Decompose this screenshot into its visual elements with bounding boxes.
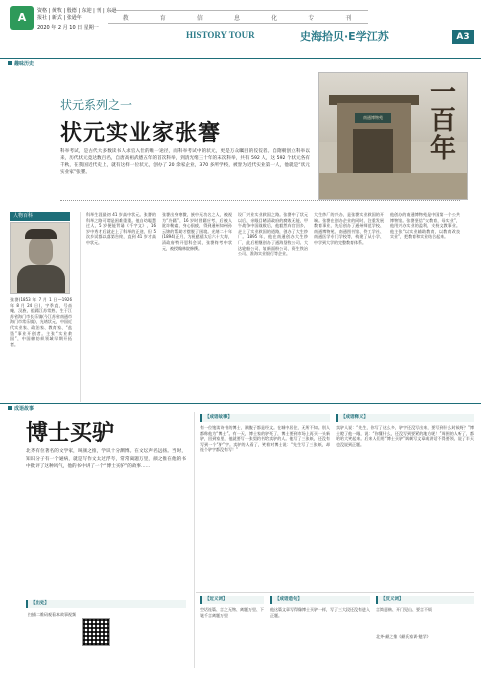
article-column: 科举生涯最初 41 岁高中状元。张謇的科举之路可谓是困难重重。他自幼聪慧过人，5 岁便能背诵《千字文》，16 岁中秀才后就走上了科举的正途，但 5 次乡试都以落第告终，直到 41 岁才高中状元。 [86,212,156,245]
column-motto: 教 育 信 息 化 专 刊 [108,10,368,24]
box-heading: 【反义词】 [376,596,474,604]
article-column: 张謇出身寒微，族中无功名之人，被视为“冷籍”，16 岁时冒籍应考，后被人讹诈勒索，身心俱疲，得到通州知州孙云锦的帮助才摆脱了困境。光绪二十年(1894)正月，为祝慈禧太后六十大寿，清政府特开恩科会试，张謇终考中状元，被授翰林院修撰。 [162,212,232,251]
idiom-story-box [200,414,330,595]
section-title-english: HISTORY TOUR [186,30,255,40]
box-text: 他这篇文章写得像博士买驴一样，写了三大段还没有进入正题。 [270,607,370,618]
box-divider [196,592,474,593]
column-rule [194,412,195,668]
portrait-photo [10,222,70,294]
section-bar-history: 趣味历史 [0,58,481,68]
box-heading: 【近义词】 [200,596,264,604]
source-box [376,634,474,658]
box-heading: 【成语释义】 [336,414,474,422]
idiom-meaning-box [336,414,474,595]
article-column: 大生纱厂的兴办，是张謇实业救国的开端。张謇在创办企业的同时，注重发展教育事业，先后创办了通州师范学校、南通博物苑、南通图书馆、伶工学社、南通医学专门学校等，构建了从小学、中学到大学的完整教育体系。 [314,212,384,245]
museum-photo: 南通博物苑 一百年 [318,72,468,200]
article-column: 设厂兴业实业救国之路。张謇中了状元以后，亲眼目睹清政府的腐败无能，甲午战争中国战败后，他毅然弃官回乡，走上了实业救国的道路，创办了大生纱厂。1895 年，他在南通创办大生纱厂，此后相继创办了通海垦牧公司、大达轮船公司、复新面粉公司、资生铁冶公司、淮海实业银行等企业。 [238,212,308,257]
box-heading: 【成语造句】 [270,596,370,604]
synonym-box [200,596,264,667]
box-text: 空话连篇、言之无物、离题万里、下笔千言离题万里 [200,607,264,618]
person-encyclopedia-label: 人物百科 [10,212,70,221]
box-text: 言简意赅、开门见山、要言不烦 [376,607,432,612]
idiom-title: 博士买驴 [26,421,115,446]
column-rule [80,212,81,402]
article-intro: 科举考试，是古代大多数读书人求官入仕的唯一途径，而科举考试中的状元，更是万众瞩目的佼佼者。自隋朝创立科举以来，历代状元竟达数百名，自唐高祖武德五年的首次科举，到清光绪三十年的末次科举，共有 592 人，这 592 个状元各有千秋，在我国近代史上，就有这样一位状元，创办了 20 余家企业，370 多所学校，被誉为近代实业第一人，他就是“状元实业家”张謇。 [60,149,310,175]
qr-code[interactable] [82,618,110,646]
issue-date: 2020 年 2 月 10 日 星期一 [37,25,99,31]
antonym-box [376,596,474,631]
sentence-box [270,596,370,667]
video-callout: 【出处】 [26,600,186,608]
article-subtitle: 状元系列之一 [60,98,133,112]
newspaper-logo: A [10,6,34,30]
article-column: 他创办的南通博物苑是中国第一个公共博物馆。张謇坚信“父教育，母实业”，他用兴办实业的盈利，支持文教事业。他主张“以实业辅助教育，以教育改良实业”，把教育和实业结合起来。 [390,212,460,240]
intro-divider [60,200,460,201]
box-heading: 【成语故事】 [200,414,330,422]
box-text: 北齐·颜之推《颜氏家训·勉学》 [376,634,431,639]
article-title: 状元实业家张謇 [60,121,222,146]
box-text: 有一位饱读诗书的博士，满腹子都是经文。在城中居住，无所不知。别人都称他为“博士”。有一天，博士家的驴死了，博士要到市场上再买一头新驴，回到家里，他就要写一张契约书给卖驴的人。他写了三张纸，还没有写到一个“驴”字。卖驴的人看了，笑着对博士说：“先生写了三张纸，却连个驴字都没有写！” [200,425,330,453]
section-title-chinese: 史海拾贝·E学江苏 [300,30,389,43]
page-number: A3 [452,30,474,44]
qr-caption: 扫描二维码观看本故事视频 [28,612,76,617]
portrait-caption: 张謇(1853 年 7 月 1 日—1926 年 8 月 24 日)，字季直，号啬庵，汉族，祖籍江苏常熟，生于江苏省海门市长乐镇(今江苏省南通市海门市常乐镇)，光绪状元，中国近代实业家、政治家、教育家、“盐垦”事业开创者。主张“实业救国”，中国棉纺织领域早期开拓者。 [10,297,72,347]
idiom-intro: 北齐有位著名的文学家，叫颜之推，学识十分渊博。在文坛声名远扬。当时，知识分子有一个通病，就是写作文太过浮夸，常常离题万里，颜之推在他的书中批评了这种风气，他的书中讲了一个“博士买驴”的故事…… [26,449,186,469]
box-text: 卖驴人说：“先生，你写了这么多，驴字还没写出来，要写到什么时候呀？”博士瞪了他一眼，说：“你懂什么，还没写到要紧的地方呢！”周围的人听了，都哈哈大笑起来。后来人们用“博士买驴”讽刺写文章或讲话不得要领、说了半天也没说到正题。 [336,425,474,447]
section-bar-idiom: 成语故事 [0,403,481,413]
paper-name: 资格 | 黄牧 | 殷德 | 东迎 | 刊 | 东逊 报社 | 新式 | 张逊年 [37,8,117,21]
